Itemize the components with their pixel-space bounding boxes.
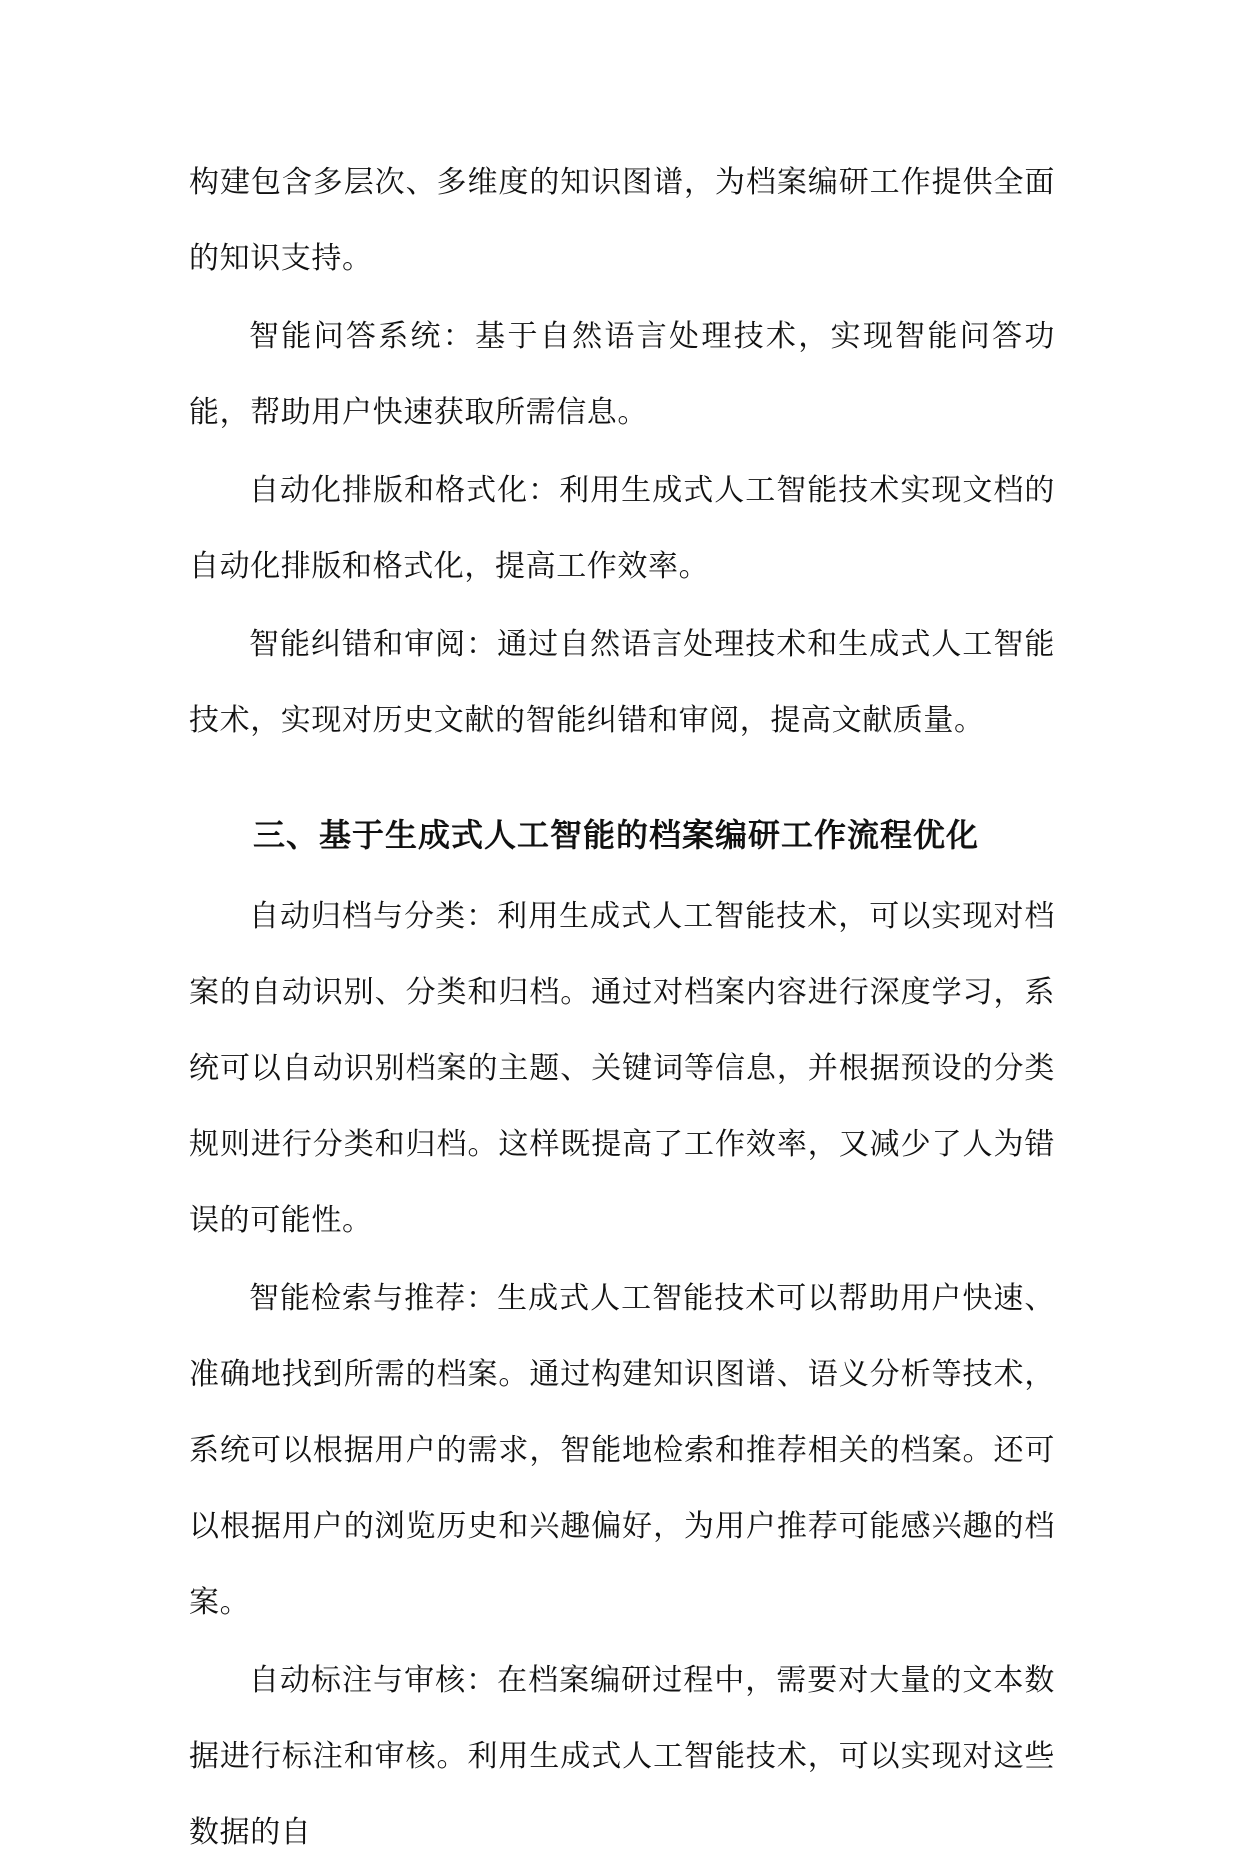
paragraph-smart-qa: 智能问答系统：基于自然语言处理技术，实现智能问答功能，帮助用户快速获取所需信息。 bbox=[189, 319, 1055, 430]
paragraph-smart-proofreading: 智能纠错和审阅：通过自然语言处理技术和生成式人工智能技术，实现对历史文献的智能纠错和审阅，提高文献质量。 bbox=[189, 627, 1055, 738]
section-heading: 三、基于生成式人工智能的档案编研工作流程优化 bbox=[253, 816, 980, 854]
paragraph-auto-typesetting: 自动化排版和格式化：利用生成式人工智能技术实现文档的自动化排版和格式化，提高工作效率。 bbox=[189, 473, 1055, 584]
paragraph-auto-archiving: 自动归档与分类：利用生成式人工智能技术，可以实现对档案的自动识别、分类和归档。通过对档案内容进行深度学习，系统可以自动识别档案的主题、关键词等信息，并根据预设的分类规则进行分类和归档。这样既提高了工作效率，又减少了人为错误的可能性。 bbox=[189, 899, 1055, 1238]
paragraph-smart-retrieval: 智能检索与推荐：生成式人工智能技术可以帮助用户快速、准确地找到所需的档案。通过构建知识图谱、语义分析等技术，系统可以根据用户的需求，智能地检索和推荐相关的档案。还可以根据用户的浏览历史和兴趣偏好，为用户推荐可能感兴趣的档案。 bbox=[189, 1281, 1055, 1620]
document-body bbox=[189, 145, 1055, 1873]
paragraph-knowledge-graph: 构建包含多层次、多维度的知识图谱，为档案编研工作提供全面的知识支持。 bbox=[189, 165, 1055, 276]
paragraph-auto-annotation: 自动标注与审核：在档案编研过程中，需要对大量的文本数据进行标注和审核。利用生成式人工智能技术，可以实现对这些数据的自 bbox=[189, 1663, 1055, 1850]
